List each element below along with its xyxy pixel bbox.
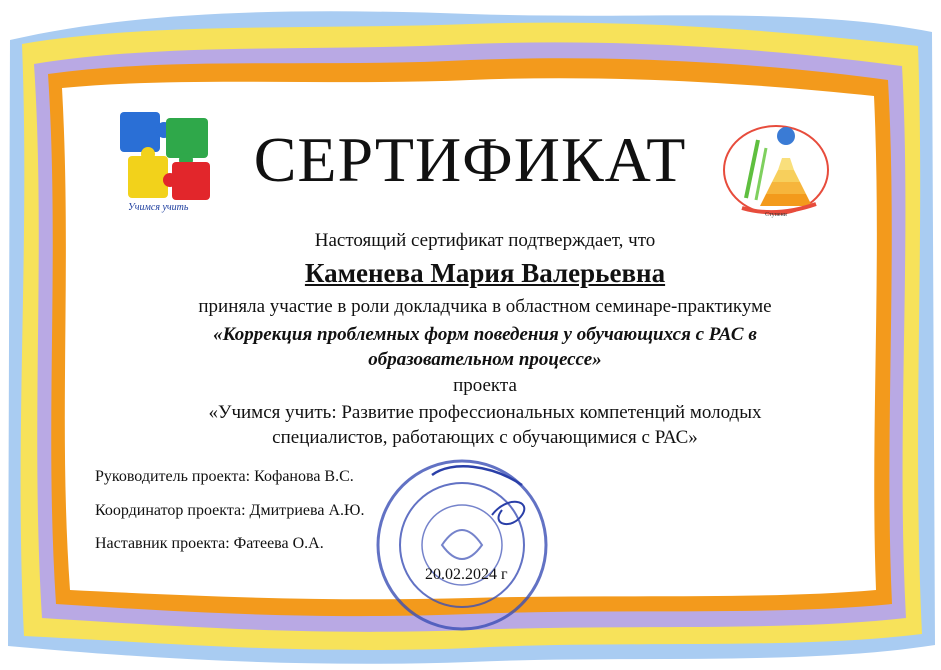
certificate-date: 20.02.2024 г — [425, 566, 508, 583]
participation-text: приняла участие в роли докладчика в областном семинаре-практикуме — [198, 296, 772, 317]
round-seal-stamp — [372, 455, 552, 635]
project-mentor-line: Наставник проекта: Фатеева О.А. — [95, 535, 324, 552]
recipient-name: Каменева Мария Валерьевна — [304, 258, 666, 288]
project-coordinator-line: Координатор проекта: Дмитриева А.Ю. — [95, 502, 365, 519]
project-name: «Учимся учить: Развитие профессиональных компетенций молодых специалистов, работающих с обучающимися с РАС» — [208, 402, 762, 448]
puzzle-logo-caption: Учимся учить — [128, 202, 189, 213]
project-head-line: Руководитель проекта: Кофанова В.С. — [95, 468, 354, 485]
steps-logo-icon — [720, 118, 832, 218]
intro-text: Настоящий сертификат подтверждает, что — [314, 230, 656, 251]
certificate-title: СЕРТИФИКАТ — [253, 124, 687, 195]
steps-logo-caption: Ступени — [765, 212, 787, 218]
project-label: проекта — [453, 375, 517, 396]
seminar-title: «Коррекция проблемных форм поведения у обучающихся с РАС в образовательном процессе» — [213, 324, 757, 370]
